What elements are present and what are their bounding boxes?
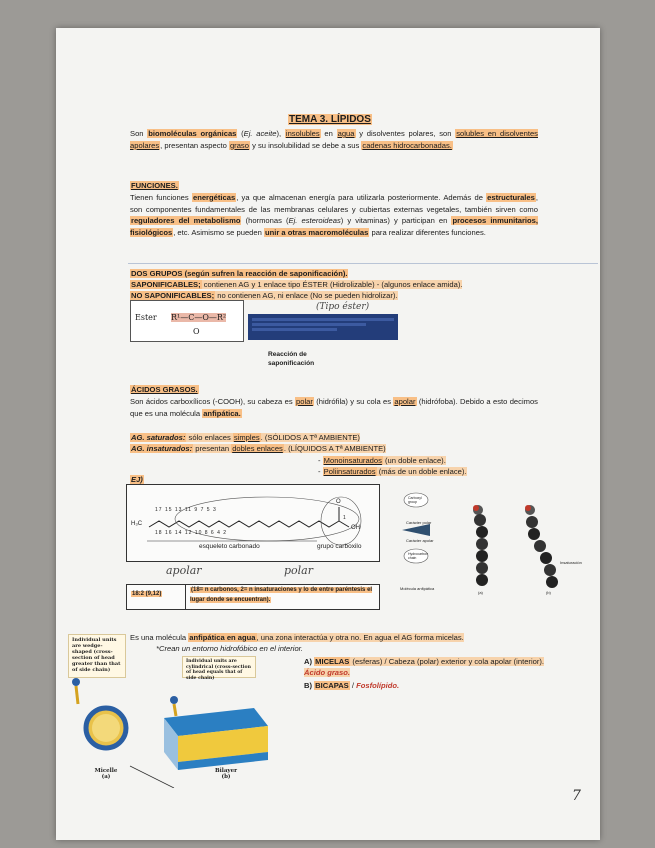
ester-oxygen: O [193,327,200,336]
funciones-heading: FUNCIONES. [131,181,178,190]
intro-paragraph: Son biomoléculas orgánicas (Ej. aceite), insolubles en agua y disolventes polares, son solubles en disolventes apolares, presentan aspecto graso y su insolubilidad se debe a sus cadenas hidrocarbonadas. [130,129,538,150]
ejemplo-label: EJ) [131,475,143,484]
oxygen-label: O [336,499,341,505]
skeleton-label: esqueleto carbonado [199,543,260,550]
notation-code: 18:2 (9,12) [132,591,162,597]
handwritten-tipo-ester: (Tipo éster) [316,302,370,312]
bilayer-label: Bilayer (b) [215,768,237,780]
acidos-paragraph: Son ácidos carboxílicos (-COOH), su cabeza es polar (hidrófila) y su cola es apolar (hidrófoba). Debido a esto decimos que es una molécula anfipática. [130,397,538,418]
micelle-drawing [86,708,126,748]
handwritten-polar: polar [284,564,313,577]
fatty-acid-chain-diagram [126,484,380,562]
micelas-intro-line: Es una molécula anfipática en agua, una zona interactúa y otra no. En agua el AG forma micelas. [130,633,464,642]
saturados-line: AG. saturados: sólo enlaces simples. (SÓLIDOS A Tª AMBIENTE) [131,433,360,442]
model-caption: Molécula anfipática [400,586,435,591]
carboxyl-text: Carboxyl group [408,496,422,504]
polar-arrow [402,524,430,536]
chain-notation-box [126,584,380,610]
apolar-text: Carácter apolar [406,538,434,543]
saponification-reaction-image [248,314,398,340]
ester-formula: R¹—C—O—R² [171,313,227,322]
micelle-bilayer-illustration [56,648,276,788]
paper-page [56,28,600,840]
model-b-label: (b) [546,590,551,595]
micelle-description-card: Individual units are wedge-shaped (cross-section of head greater than that of side chain) [68,634,126,678]
page-title: TEMA 3. LÍPIDOS [289,114,371,125]
single-lipid-a [72,678,80,704]
carboxyl-bond [339,521,349,527]
single-lipid-b [170,696,178,716]
micelas-item-b: B) BICAPAS / Fosfolípido. [304,681,400,690]
handwritten-apolar: apolar [166,564,202,577]
micelas-note: *Crean un entorno hidrofóbico en el interior. [156,644,304,653]
polar-circle [321,497,361,545]
methyl-label: H₃C [131,521,143,527]
polar-text: Carácter polar [406,520,432,525]
notation-explanation: (18= n carbonos, 2= n insaturaciones y lo de entre paréntesis el lugar donde se encuentran). [185,585,375,609]
hydroxyl-label: OH [351,525,360,531]
bilayer-description-card: Individual units are cylindrical (cross-section of head equals that of side chain) [182,656,256,678]
carbon-one-label: 1 [343,515,346,521]
ester-formula-box [130,300,244,342]
molecule-b [525,505,558,588]
ester-label: Ester [135,313,157,322]
page-number: 7 [572,788,581,804]
section-divider [128,263,598,264]
insaturacion-text: Insaturación [560,560,582,565]
insaturados-line: AG. insaturados: presentan dobles enlaces. (LÍQUIDOS A Tª AMBIENTE) [131,444,386,453]
carboxyl-label: grupo carboxilo [317,543,362,550]
amphipathic-model-figure [400,490,596,602]
grupos-heading: DOS GRUPOS (según sufren la reacción de saponificación). [131,269,348,278]
chain-numbers-bottom: 18 16 14 12 10 8 6 4 2 [155,530,228,536]
no-saponificables-line: NO SAPONIFICABLES; no contienen AG, ni enlace (No se pueden hidrolizar). [131,291,398,300]
poliinsaturados-line: - Poliinsaturados (más de un doble enlace). [318,467,467,476]
bilayer-drawing [164,708,268,770]
saponificables-line: SAPONIFICABLES; contienen AG y 1 enlace tipo ÉSTER (Hidrolizable) - (algunos enlace amida). [131,280,463,289]
saponification-caption: Reacción de saponificación [268,351,315,367]
micelle-label: Micelle (a) [94,768,118,780]
chain-numbers-top: 17 15 13 11 9 7 5 3 [155,507,217,513]
micelas-item-a: A) MICELAS (esferas) / Cabeza (polar) exterior y cola apolar (interior). Ácido graso. [304,657,545,677]
model-a-label: (a) [478,590,483,595]
acidos-heading: ÁCIDOS GRASOS. [131,385,198,394]
funciones-paragraph: Tienen funciones energéticas, ya que almacenan energía para utilizarla posteriormente. Además de estructurales, son componentes fundamentales de las membranas celulares y cubiertas externas vegetales, también sirven como reguladores del metabolismo (hormonas (Ej. esteroideas) y vitaminas) y participan en procesos inmunitarios, fisiológicos, etc. Asimismo se pueden unir a otras macromoléculas para realizar diferentes funciones. [130,193,538,237]
monoinsaturados-line: - Monoinsaturados (un doble enlace). [318,456,446,465]
hydrocarbon-text: Hydrocarbon chain [408,552,429,560]
molecule-a [473,505,488,586]
pen-stroke [130,766,174,788]
